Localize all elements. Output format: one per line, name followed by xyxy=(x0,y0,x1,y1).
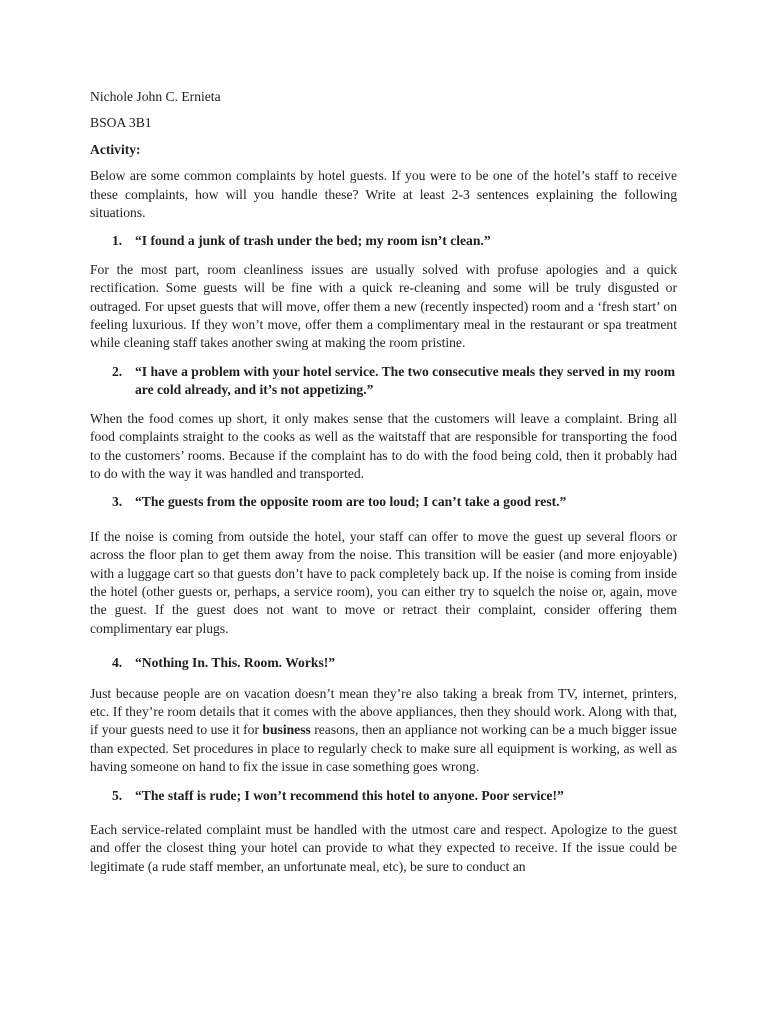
complaint-question-2 xyxy=(90,363,677,400)
complaint-question-3 xyxy=(90,493,677,511)
question-number: 3. xyxy=(112,494,123,510)
document-body xyxy=(90,88,677,886)
complaint-question-1 xyxy=(90,232,677,250)
question-number: 2. xyxy=(112,363,123,379)
question-number: 5. xyxy=(112,787,123,803)
activity-heading: Activity: xyxy=(90,141,141,157)
answer-text-part: Just because people are on vacation doesn’t mean they’re also taking a break from TV, internet, printers, etc. If they’re room details that it comes with the above appliances, then they should work. Along with that, if your guests need to use it for xyxy=(90,685,677,738)
question-text: “I have a problem with your hotel service. The two consecutive meals they served in my room are cold already, and it’s not appetizing.” xyxy=(135,363,676,398)
complaint-answer-3: If the noise is coming from outside the hotel, your staff can offer to move the guest up several floors or across the floor plan to get them away from the noise. This transition will be easier (and more enjoyable) with a luggage cart so that guests don’t have to pack completely back up. If the noise is coming from inside the hotel (other guests or, perhaps, a service room), you can either try to squelch the noise or, again, move the guest. If the guest does not want to move or retract their complaint, consider offering them complimentary ear plugs. xyxy=(90,528,677,636)
question-text: “The staff is rude; I won’t recommend this hotel to anyone. Poor service!” xyxy=(135,787,564,803)
question-text: “I found a junk of trash under the bed; my room isn’t clean.” xyxy=(135,233,491,249)
student-section: BSOA 3B1 xyxy=(90,115,152,131)
complaint-answer-5: Each service-related complaint must be handled with the utmost care and respect. Apologize to the guest and offer the closest thing your hotel can provide to what they expected to receive. If the issue could be legitimate (a rude staff member, an unfortunate meal, etc), be sure to conduct an xyxy=(90,822,677,874)
answer-text-part: reasons, then an appliance not working can be a much bigger issue than expected. Set procedures in place to regularly check to make sure all equipment is working, as well as having someone on hand to fix the issue in case something goes wrong. xyxy=(90,722,677,775)
answer-emphasis: business xyxy=(262,722,311,738)
question-number: 4. xyxy=(112,655,123,671)
question-number: 1. xyxy=(112,233,123,249)
question-text: “The guests from the opposite room are too loud; I can’t take a good rest.” xyxy=(135,494,567,510)
complaint-answer-2: When the food comes up short, it only makes sense that the customers will leave a complaint. Bring all food complaints straight to the cooks as well as the waitstaff that are responsible for transporting the food to the customers’ rooms. Because if the complaint has to do with the food being cold, then it probably had to do with the way it was handled and transported. xyxy=(90,410,677,481)
complaint-answer-4 xyxy=(90,685,677,777)
student-name: Nichole John C. Ernieta xyxy=(90,89,221,104)
activity-instructions: Below are some common complaints by hotel guests. If you were to be one of the hotel’s staff to receive these complaints, how will you handle these? Write at least 2-3 sentences explaining the following situations. xyxy=(90,168,677,221)
complaint-question-4 xyxy=(90,654,677,672)
complaint-answer-1: For the most part, room cleanliness issues are usually solved with profuse apologies and a quick rectification. Some guests will be fine with a quick re-cleaning and some will be truly disgusted or outraged. For upset guests that will move, offer them a new (recently inspected) room and a ‘fresh start’ on feeling luxurious. If they won’t move, offer them a complimentary meal in the restaurant or spa treatment while cleaning staff takes another swing at making the room pristine. xyxy=(90,261,677,351)
complaint-question-5 xyxy=(90,787,677,805)
question-text: “Nothing In. This. Room. Works!” xyxy=(135,655,336,671)
